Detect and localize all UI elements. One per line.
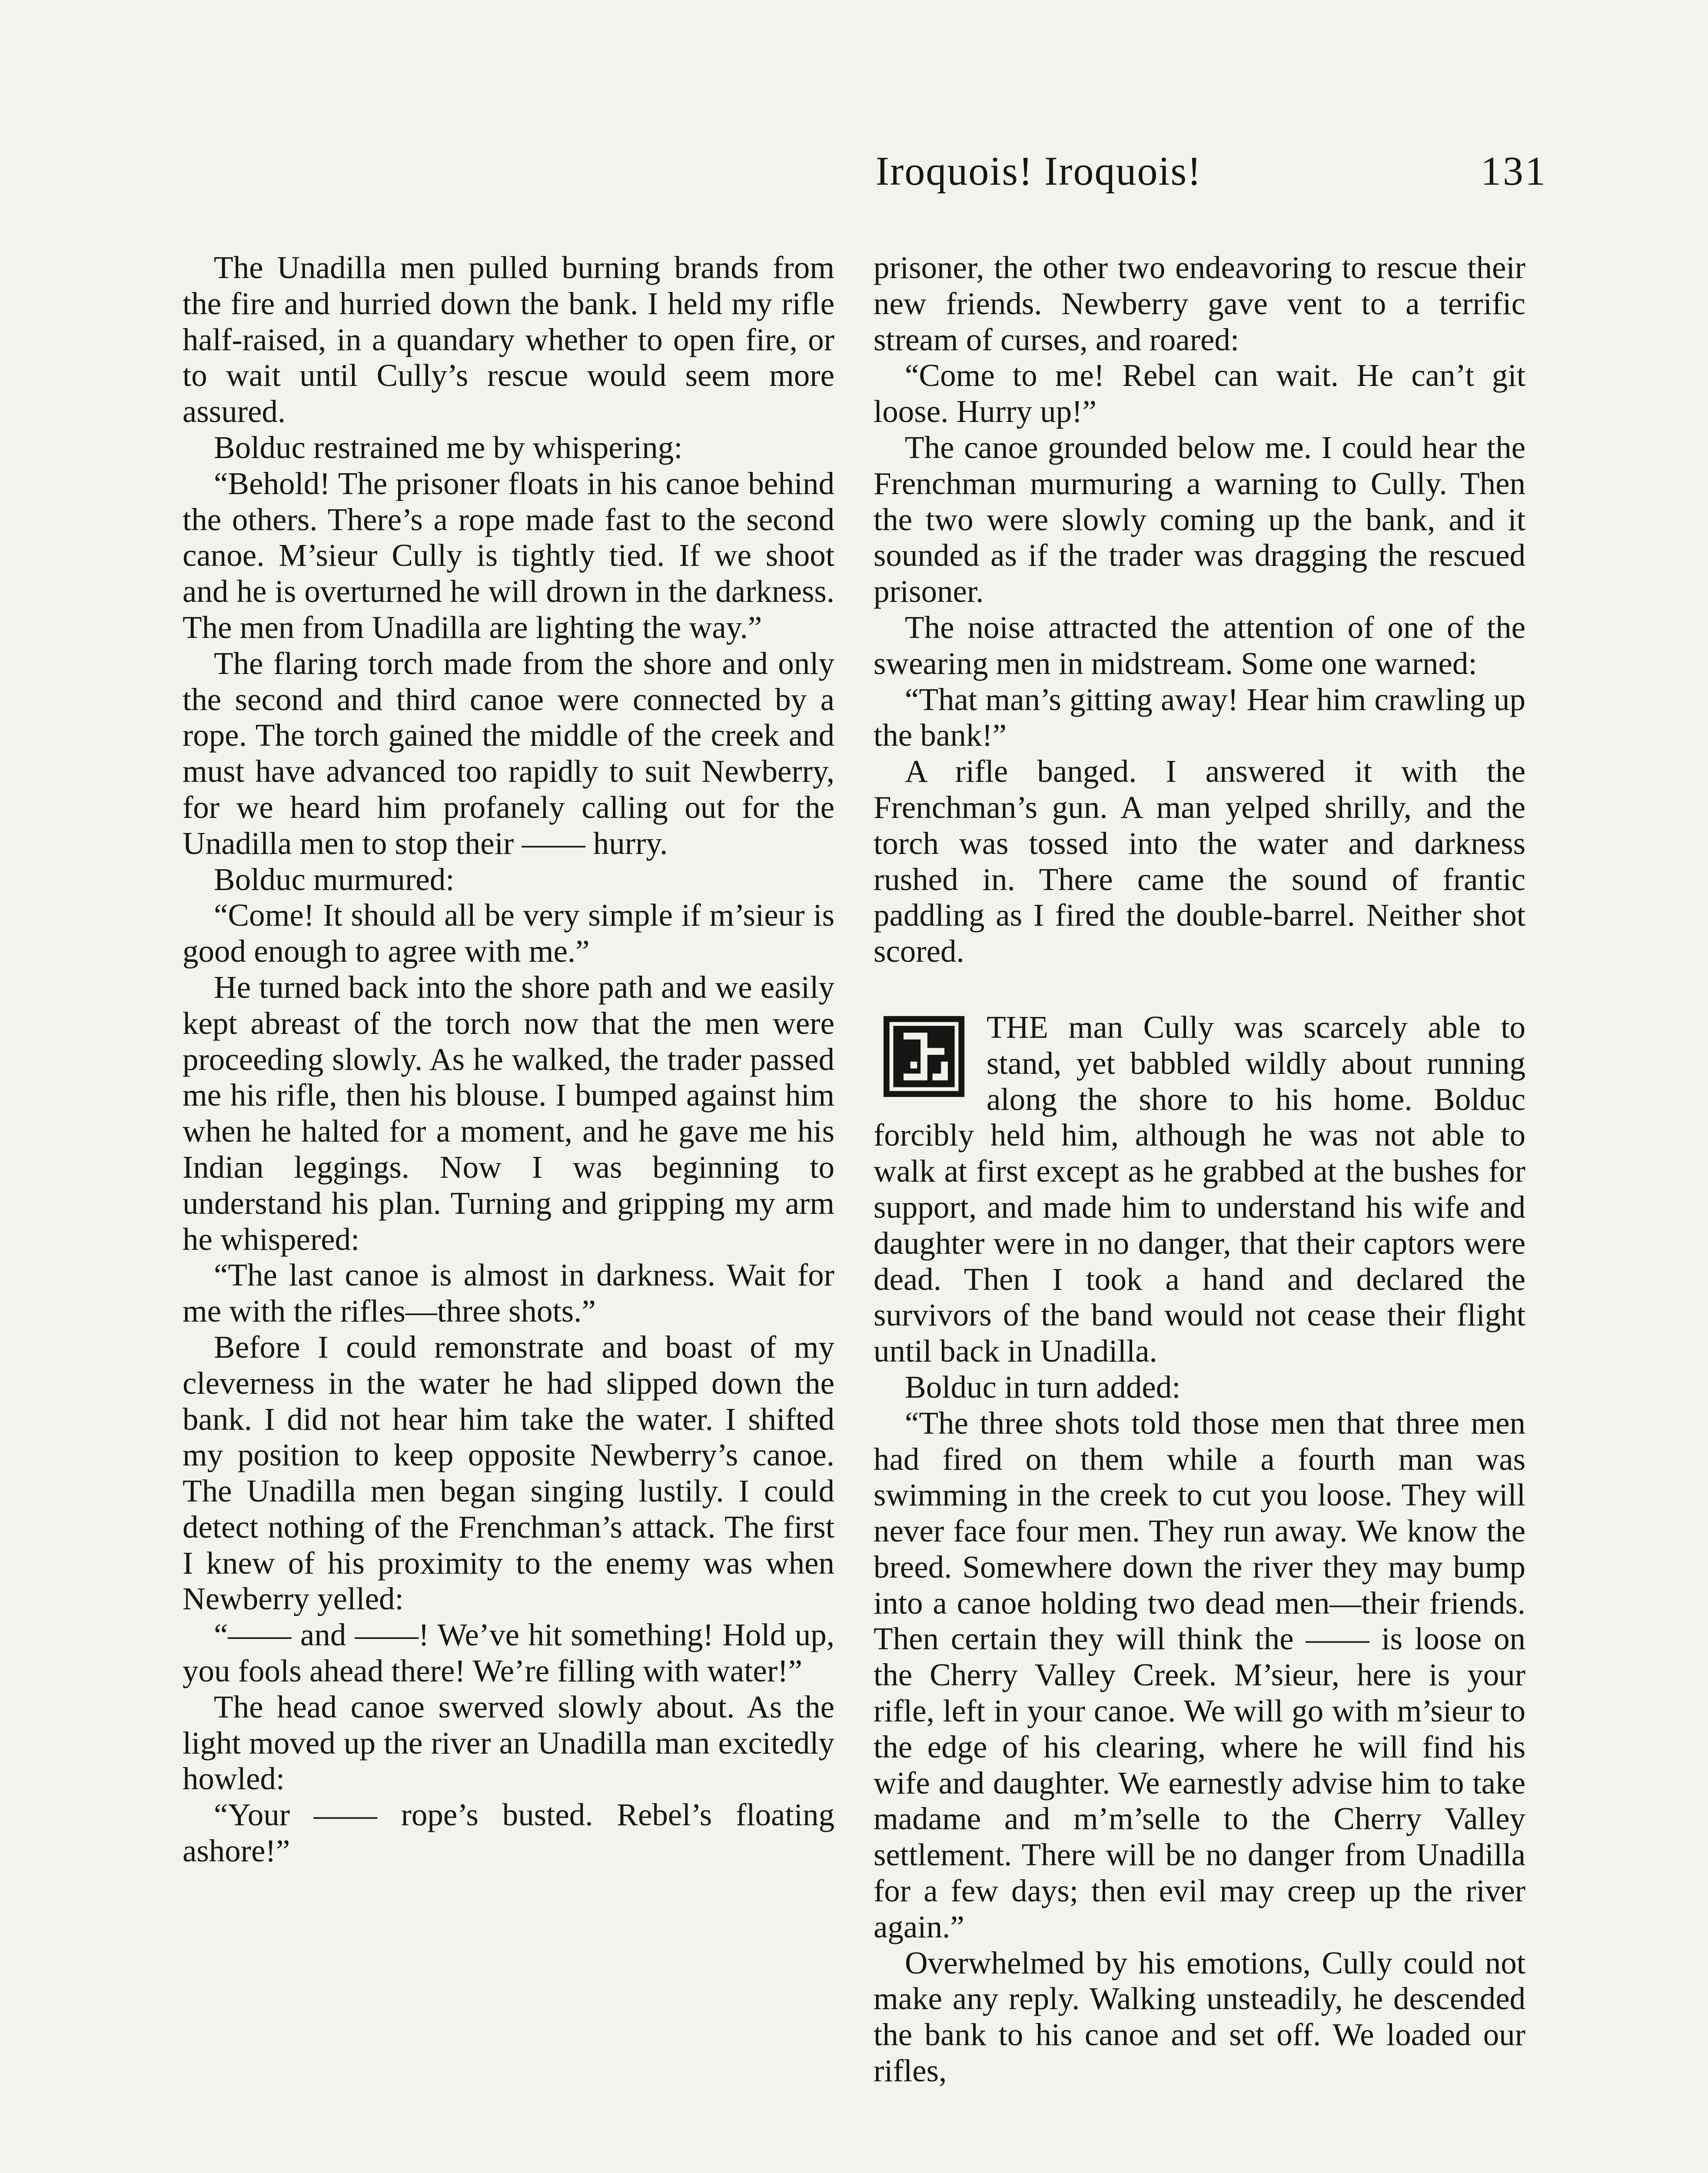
paragraph: The noise attracted the attention of one of the swearing men in midstream. Some one warned: — [874, 609, 1525, 681]
paragraph: “The three shots told those men that three men had fired on them while a fourth man was swimming in the creek to cut you loose. They will never face four men. They run away. We know the breed. Somewhere down the river they may bump into a canoe holding two dead men—their friends. Then certain they will think the —— is loose on the Cherry Valley Creek. M’sieur, here is your rifle, left in your canoe. We will go with m’sieur to the edge of his clearing, where he will find his wife and daughter. We earnestly advise him to take madame and m’m’selle to the Cherry Valley settlement. There will be no danger from Unadilla for a few days; then evil may creep up the river again.” — [874, 1405, 1525, 1944]
paragraph: Bolduc restrained me by whispering: — [214, 429, 683, 465]
paragraph: The head canoe swerved slowly about. As the light moved up the river an Unadilla man excitedly howled: — [183, 1689, 834, 1797]
page-header — [652, 148, 1547, 213]
right-column — [874, 250, 1525, 2173]
paragraph: Bolduc murmured: — [214, 861, 455, 897]
paragraph: “Come! It should all be very simple if m’sieur is good enough to agree with me.” — [183, 897, 834, 969]
paragraph: “That man’s gitting away! Hear him crawling up the bank!” — [874, 681, 1525, 753]
paragraph: The Unadilla men pulled burning brands from the fire and hurried down the bank. I held my rifle half-raised, in a quandary whether to open fire, or to wait until Cully’s rescue would seem more assured. — [183, 250, 834, 429]
paragraph: The flaring torch made from the shore and only the second and third canoe were connected by a rope. The torch gained the middle of the creek and must have advanced too rapidly to suit Newberry, for we heard him profanely calling out for the Unadilla men to stop their —— hurry. — [183, 645, 834, 861]
running-head: Iroquois! Iroquois! — [875, 149, 1202, 194]
paragraph: “The last canoe is almost in darkness. Wait for me with the rifles—three shots.” — [183, 1257, 834, 1329]
paragraph: He turned back into the shore path and we easily kept abreast of the torch now that the men were proceeding slowly. As he walked, the trader passed me his rifle, then his blouse. I bumped against him when he halted for a moment, and he gave me his Indian leggings. Now I was beginning to understand his plan. Turning and gripping my arm he whispered: — [183, 969, 834, 1257]
paragraph: “Your —— rope’s busted. Rebel’s floating ashore!” — [183, 1797, 834, 1869]
page-number: 131 — [1481, 149, 1547, 194]
paragraph: The canoe grounded below me. I could hear the Frenchman murmuring a warning to Cully. Then the two were slowly coming up the bank, and it sounded as if the trader was dragging the rescued prisoner. — [874, 429, 1525, 609]
paragraph: “—— and ——! We’ve hit something! Hold up, you fools ahead there! We’re filling with water!” — [183, 1617, 834, 1689]
paragraph: prisoner, the other two endeavoring to rescue their new friends. Newberry gave vent to a terrific stream of curses, and roared: — [874, 250, 1525, 357]
paragraph: A rifle banged. I answered it with the Frenchman’s gun. A man yelped shrilly, and the torch was tossed into the water and darkness rushed in. There came the sound of frantic paddling as I fired the double-barrel. Neither shot scored. — [874, 754, 1525, 969]
paragraph: THE man Cully was scarcely able to stand, yet babbled wildly about running along the shore to his home. Bolduc forcibly held him, although he was not able to walk at first except as he grabbed at the bushes for support, and made him to understand his wife and daughter were in no danger, that their captors were dead. Then I took a hand and declared the survivors of the band would not cease their flight until back in Unadilla. — [874, 1009, 1525, 1369]
section-break — [874, 970, 1525, 1010]
paragraph: Overwhelmed by his emotions, Cully could not make any reply. Walking unsteadily, he descended the bank to his canoe and set off. We loaded our rifles, — [874, 1945, 1525, 2089]
ornament-icon — [874, 1014, 974, 1099]
paragraph: “Come to me! Rebel can wait. He can’t git loose. Hurry up!” — [874, 358, 1525, 429]
paragraph: “Behold! The prisoner floats in his canoe behind the others. There’s a rope made fast to the second canoe. M’sieur Cully is tightly tied. If we shoot and he is overturned he will drown in the darkness. The men from Unadilla are lighting the way.” — [183, 465, 834, 645]
left-column — [183, 250, 834, 2173]
paragraph: Before I could remonstrate and boast of my cleverness in the water he had slipped down the bank. I did not hear him take the water. I shifted my position to keep opposite Newberry’s canoe. The Unadilla men began singing lustily. I could detect nothing of the Frenchman’s attack. The first I knew of his proximity to the enemy was when Newberry yelled: — [183, 1329, 834, 1617]
paragraph: Bolduc in turn added: — [905, 1369, 1181, 1405]
